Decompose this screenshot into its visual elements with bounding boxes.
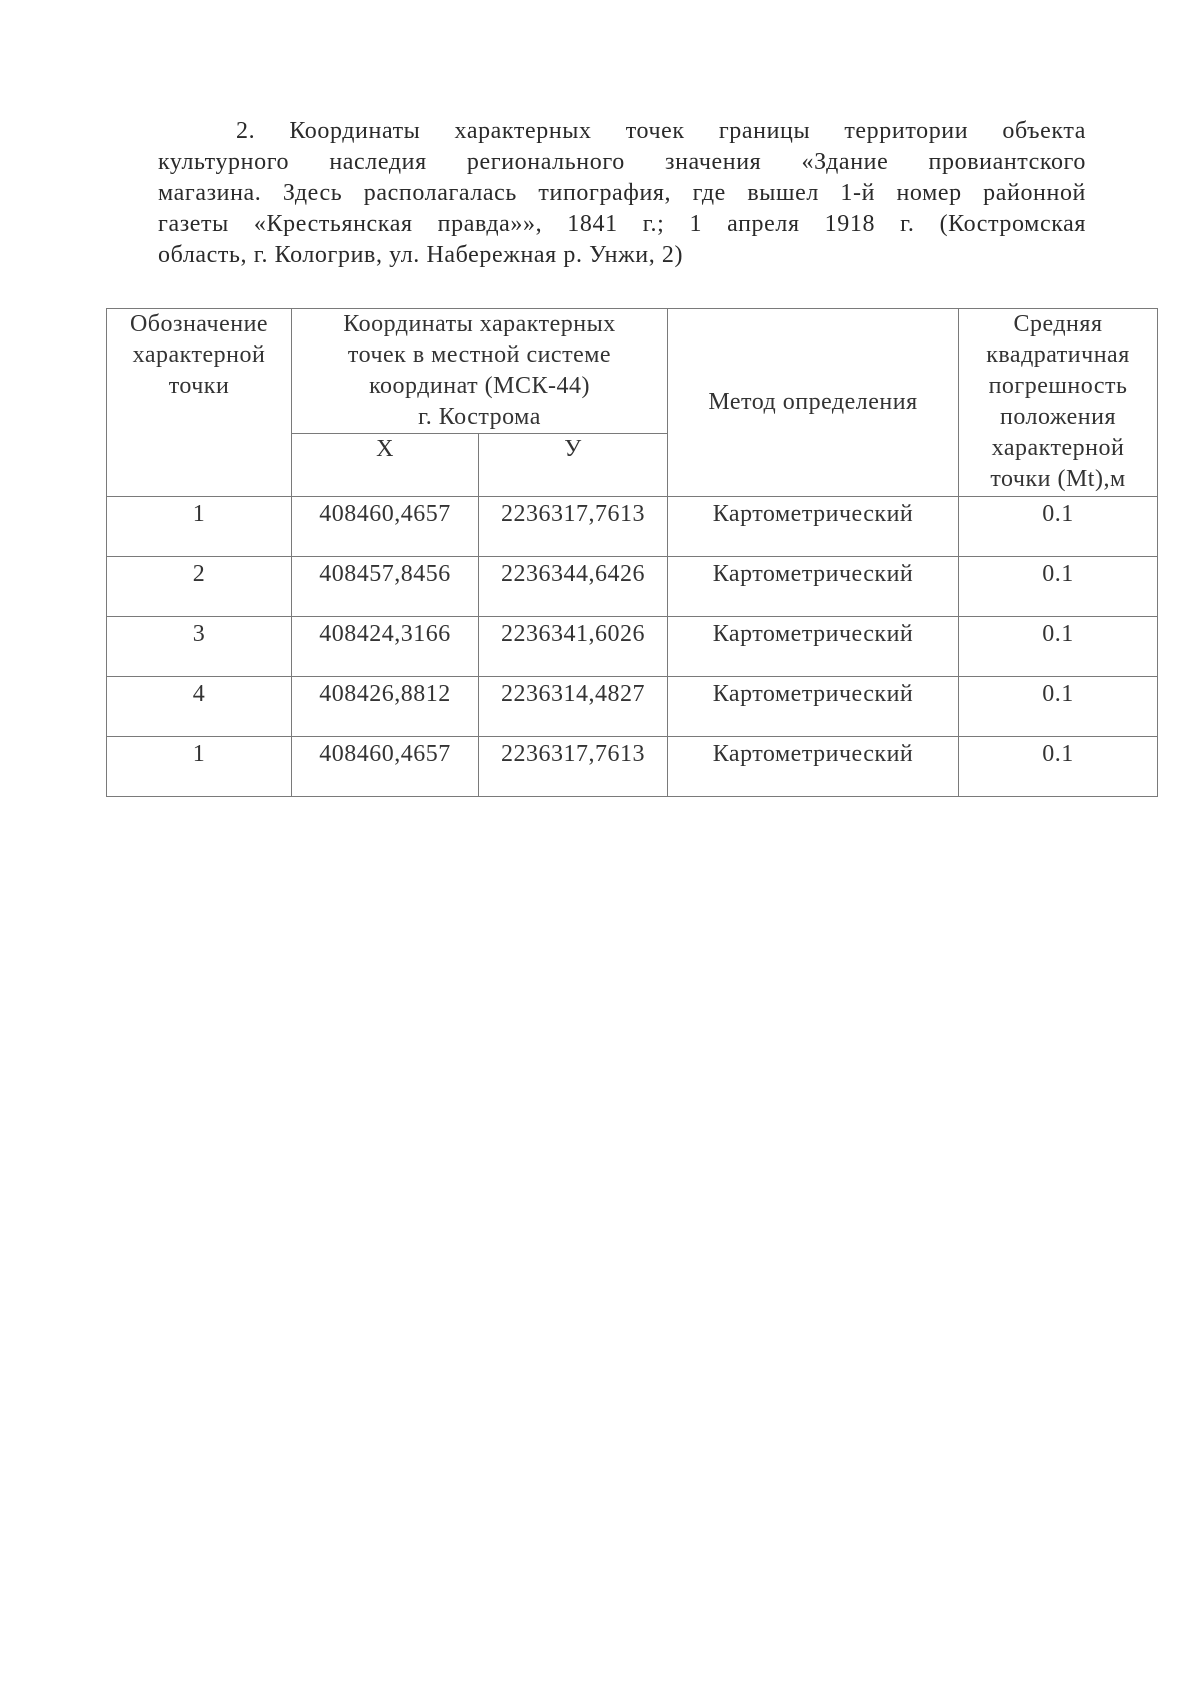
coordinates-table [106, 308, 1158, 797]
heading-line: 2. Координаты характерных точек границы территории объекта [236, 118, 1086, 144]
header-mean-square-error: Средняя квадратичная погрешность положения характерной точки (Mt),м [959, 309, 1158, 497]
table-row [107, 677, 1158, 737]
header-method: Метод определения [668, 309, 959, 497]
cell-x: 408457,8456 [292, 557, 479, 617]
cell-point: 2 [107, 557, 292, 617]
cell-y: 2236317,7613 [479, 497, 668, 557]
heading-line: магазина. Здесь располагалась типография, где вышел 1-й номер районной [158, 180, 1086, 206]
section-heading [158, 116, 1086, 271]
heading-line: газеты «Крестьянская правда»», 1841 г.; 1 апреля 1918 г. (Костромская [158, 211, 1086, 237]
heading-line: культурного наследия регионального значения «Здание провиантского [158, 149, 1086, 175]
cell-x: 408460,4657 [292, 497, 479, 557]
cell-x: 408426,8812 [292, 677, 479, 737]
cell-point: 1 [107, 737, 292, 797]
cell-y: 2236314,4827 [479, 677, 668, 737]
table-row [107, 737, 1158, 797]
cell-x: 408460,4657 [292, 737, 479, 797]
cell-method: Картометрический [668, 617, 959, 677]
table-row [107, 557, 1158, 617]
cell-method: Картометрический [668, 677, 959, 737]
cell-error: 0.1 [959, 617, 1158, 677]
header-y: У [479, 434, 668, 497]
cell-y: 2236344,6426 [479, 557, 668, 617]
cell-y: 2236317,7613 [479, 737, 668, 797]
cell-y: 2236341,6026 [479, 617, 668, 677]
table-row [107, 497, 1158, 557]
header-point-designation: Обозначение характерной точки [107, 309, 292, 497]
cell-error: 0.1 [959, 737, 1158, 797]
cell-method: Картометрический [668, 737, 959, 797]
cell-error: 0.1 [959, 677, 1158, 737]
cell-x: 408424,3166 [292, 617, 479, 677]
cell-error: 0.1 [959, 497, 1158, 557]
cell-method: Картометрический [668, 497, 959, 557]
heading-line: область, г. Кологрив, ул. Набережная р. Унжи, 2) [158, 242, 684, 268]
cell-method: Картометрический [668, 557, 959, 617]
header-x: Х [292, 434, 479, 497]
table-row [107, 617, 1158, 677]
cell-error: 0.1 [959, 557, 1158, 617]
cell-point: 1 [107, 497, 292, 557]
cell-point: 3 [107, 617, 292, 677]
cell-point: 4 [107, 677, 292, 737]
header-coordinates: Координаты характерных точек в местной системе координат (МСК-44) г. Кострома [292, 309, 668, 434]
